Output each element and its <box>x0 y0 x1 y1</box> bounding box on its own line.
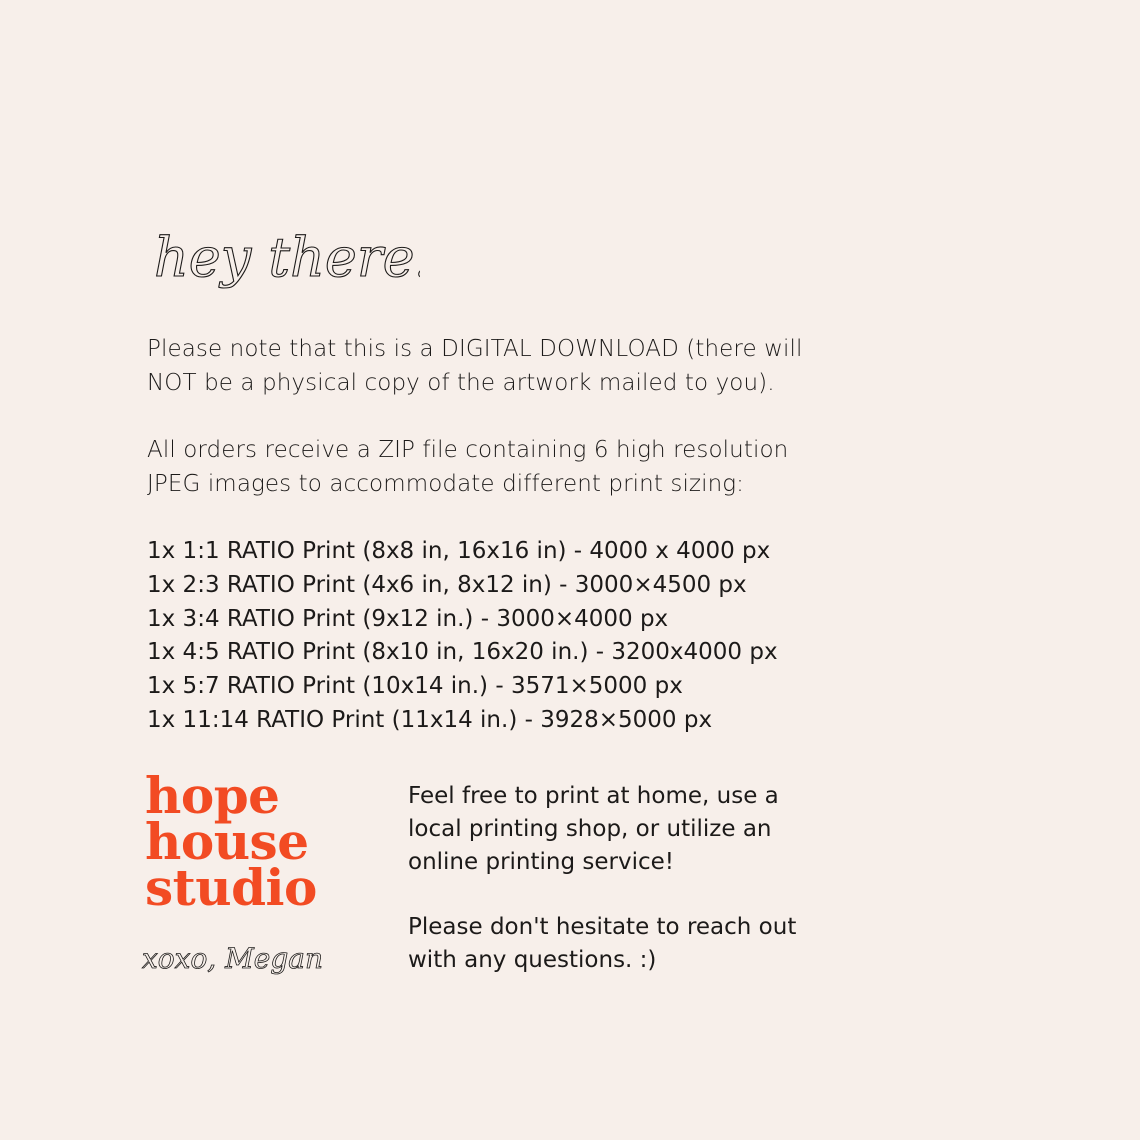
brand-word-studio: studio <box>145 858 317 917</box>
ratio-item-11-14: 1x 11:14 RATIO Print (11x14 in.) - 3928×5000 px <box>147 706 713 733</box>
signature-text: xoxo, Megan <box>142 942 323 975</box>
printing-line-2: local printing shop, or utilize an <box>408 816 772 842</box>
orders-description <box>147 434 788 502</box>
notice-line-2: NOT be a physical copy of the artwork mailed to you). <box>147 369 775 396</box>
ratio-item-2-3: 1x 2:3 RATIO Print (4x6 in, 8x12 in) - 3000×4500 px <box>147 571 747 598</box>
brand-logo <box>145 766 395 917</box>
greeting-heading <box>150 218 420 298</box>
printing-line-1: Feel free to print at home, use a <box>408 783 779 809</box>
notice-line-1: Please note that this is a DIGITAL DOWNLOAD (there will <box>147 336 803 362</box>
ratio-item-5-7: 1x 5:7 RATIO Print (10x14 in.) - 3571×5000 px <box>147 673 683 700</box>
signature-script <box>140 932 355 988</box>
ratio-list <box>147 535 778 738</box>
contact-note <box>408 911 796 977</box>
digital-download-notice <box>147 333 803 401</box>
orders-line-2: JPEG images to accommodate different print sizing: <box>147 470 745 497</box>
greeting-script <box>150 218 420 298</box>
brand-word-hope: hope <box>145 766 280 825</box>
printing-options <box>408 780 779 879</box>
greeting-text: hey there! <box>154 226 420 289</box>
ratio-item-3-4: 1x 3:4 RATIO Print (9x12 in.) - 3000×4000 px <box>147 605 669 632</box>
orders-line-1: All orders receive a ZIP file containing 6 high resolution <box>147 437 789 463</box>
contact-line-2: with any questions. :) <box>408 947 657 973</box>
ratio-item-4-5: 1x 4:5 RATIO Print (8x10 in, 16x20 in.) - 3200x4000 px <box>147 639 778 666</box>
signature <box>140 932 355 988</box>
contact-line-1: Please don't hesitate to reach out <box>408 914 797 940</box>
printing-line-3: online printing service! <box>408 849 674 875</box>
ratio-item-1-1: 1x 1:1 RATIO Print (8x8 in, 16x16 in) - 4000 x 4000 px <box>147 538 771 564</box>
brand-word-house: house <box>145 812 309 871</box>
